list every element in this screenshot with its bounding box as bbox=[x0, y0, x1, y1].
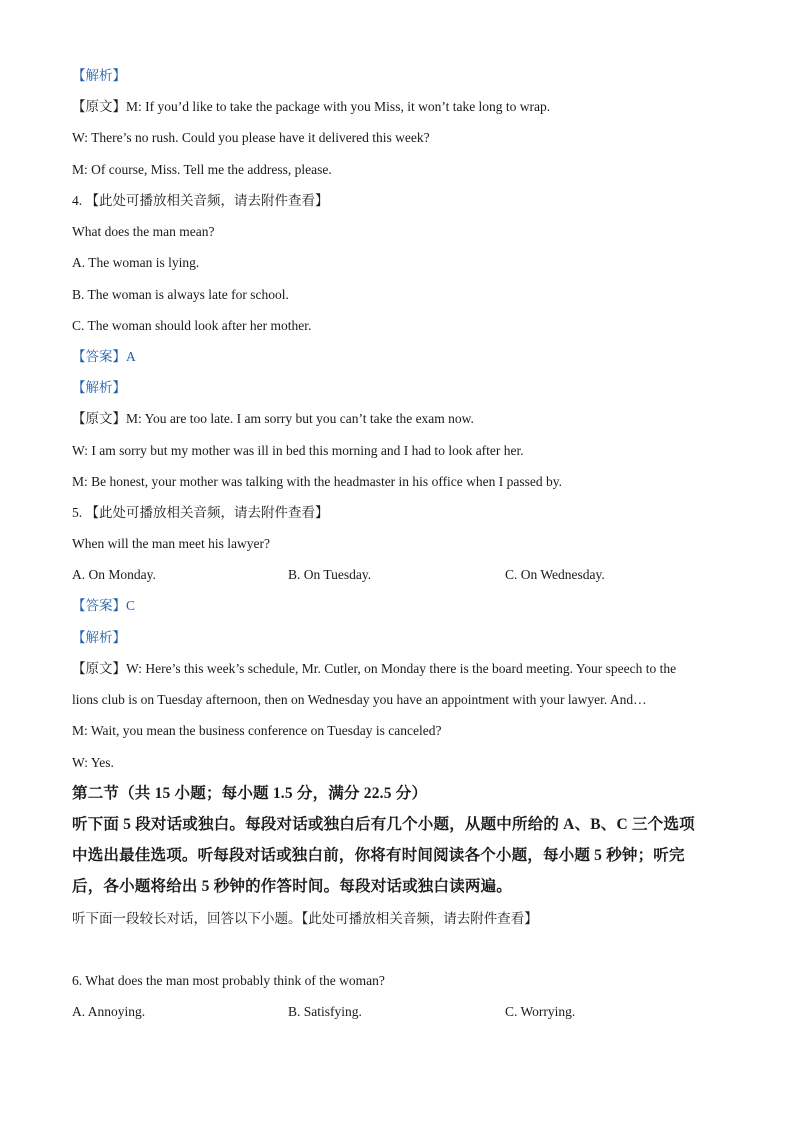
transcript-line: W: I am sorry but my mother was ill in bed this morning and I had to look after her. bbox=[72, 443, 524, 458]
transcript-line: M: Of course, Miss. Tell me the address, please. bbox=[72, 162, 332, 177]
question-5-option-b: B. On Tuesday. bbox=[288, 567, 372, 582]
question-5-option-c: C. On Wednesday. bbox=[505, 567, 605, 582]
analysis-heading: 【解析】 bbox=[72, 630, 126, 645]
analysis-heading: 【解析】 bbox=[72, 380, 126, 395]
question-5-audio: 5. 【此处可播放相关音频，请去附件查看】 bbox=[72, 505, 329, 520]
transcript-line: lions club is on Tuesday afternoon, then on Wednesday you have an appointment with your lawyer. And… bbox=[72, 692, 647, 707]
transcript-line: M: Be honest, your mother was talking with the headmaster in his office when I passed by. bbox=[72, 474, 563, 489]
transcript-line: W: There’s no rush. Could you please have it delivered this week? bbox=[72, 130, 430, 145]
question-5-text: When will the man meet his lawyer? bbox=[72, 536, 270, 551]
section-instructions: 听下面 5 段对话或独白。每段对话或独白后有几个小题，从题中所给的 A、B、C 三个选项 bbox=[72, 816, 695, 833]
transcript-line: 【原文】W: Here’s this week’s schedule, Mr. Cutler, on Monday there is the board meeting. Your speech to the bbox=[72, 661, 677, 676]
dialogue-instruction: 听下面一段较长对话，回答以下小题。【此处可播放相关音频，请去附件查看】 bbox=[72, 911, 538, 926]
question-4-option-c: C. The woman should look after her mother. bbox=[72, 318, 312, 333]
question-4-option-a: A. The woman is lying. bbox=[72, 255, 200, 270]
question-6-option-b: B. Satisfying. bbox=[288, 1004, 362, 1019]
question-4-option-b: B. The woman is always late for school. bbox=[72, 287, 289, 302]
answer-line: 【答案】A bbox=[72, 349, 136, 364]
answer-line: 【答案】C bbox=[72, 598, 136, 613]
question-5-option-a: A. On Monday. bbox=[72, 567, 156, 582]
transcript-line: 【原文】M: If you’d like to take the package with you Miss, it won’t take long to wrap. bbox=[72, 99, 551, 114]
question-6-option-a: A. Annoying. bbox=[72, 1004, 146, 1019]
section-instructions: 中选出最佳选项。听每段对话或独白前，你将有时间阅读各个小题，每小题 5 秒钟；听完 bbox=[72, 847, 685, 864]
question-4-audio: 4. 【此处可播放相关音频，请去附件查看】 bbox=[72, 193, 329, 208]
transcript-line: W: Yes. bbox=[72, 755, 114, 770]
transcript-line: M: Wait, you mean the business conference on Tuesday is canceled? bbox=[72, 723, 442, 738]
section-instructions: 后，各小题将给出 5 秒钟的作答时间。每段对话或独白读两遍。 bbox=[72, 878, 513, 895]
question-6-text: 6. What does the man most probably think of the woman? bbox=[72, 973, 385, 988]
analysis-heading: 【解析】 bbox=[72, 68, 126, 83]
question-6-option-c: C. Worrying. bbox=[505, 1004, 576, 1019]
transcript-line: 【原文】M: You are too late. I am sorry but you can’t take the exam now. bbox=[72, 411, 474, 426]
section-heading: 第二节（共 15 小题；每小题 1.5 分，满分 22.5 分） bbox=[72, 785, 428, 802]
question-4-text: What does the man mean? bbox=[72, 224, 215, 239]
